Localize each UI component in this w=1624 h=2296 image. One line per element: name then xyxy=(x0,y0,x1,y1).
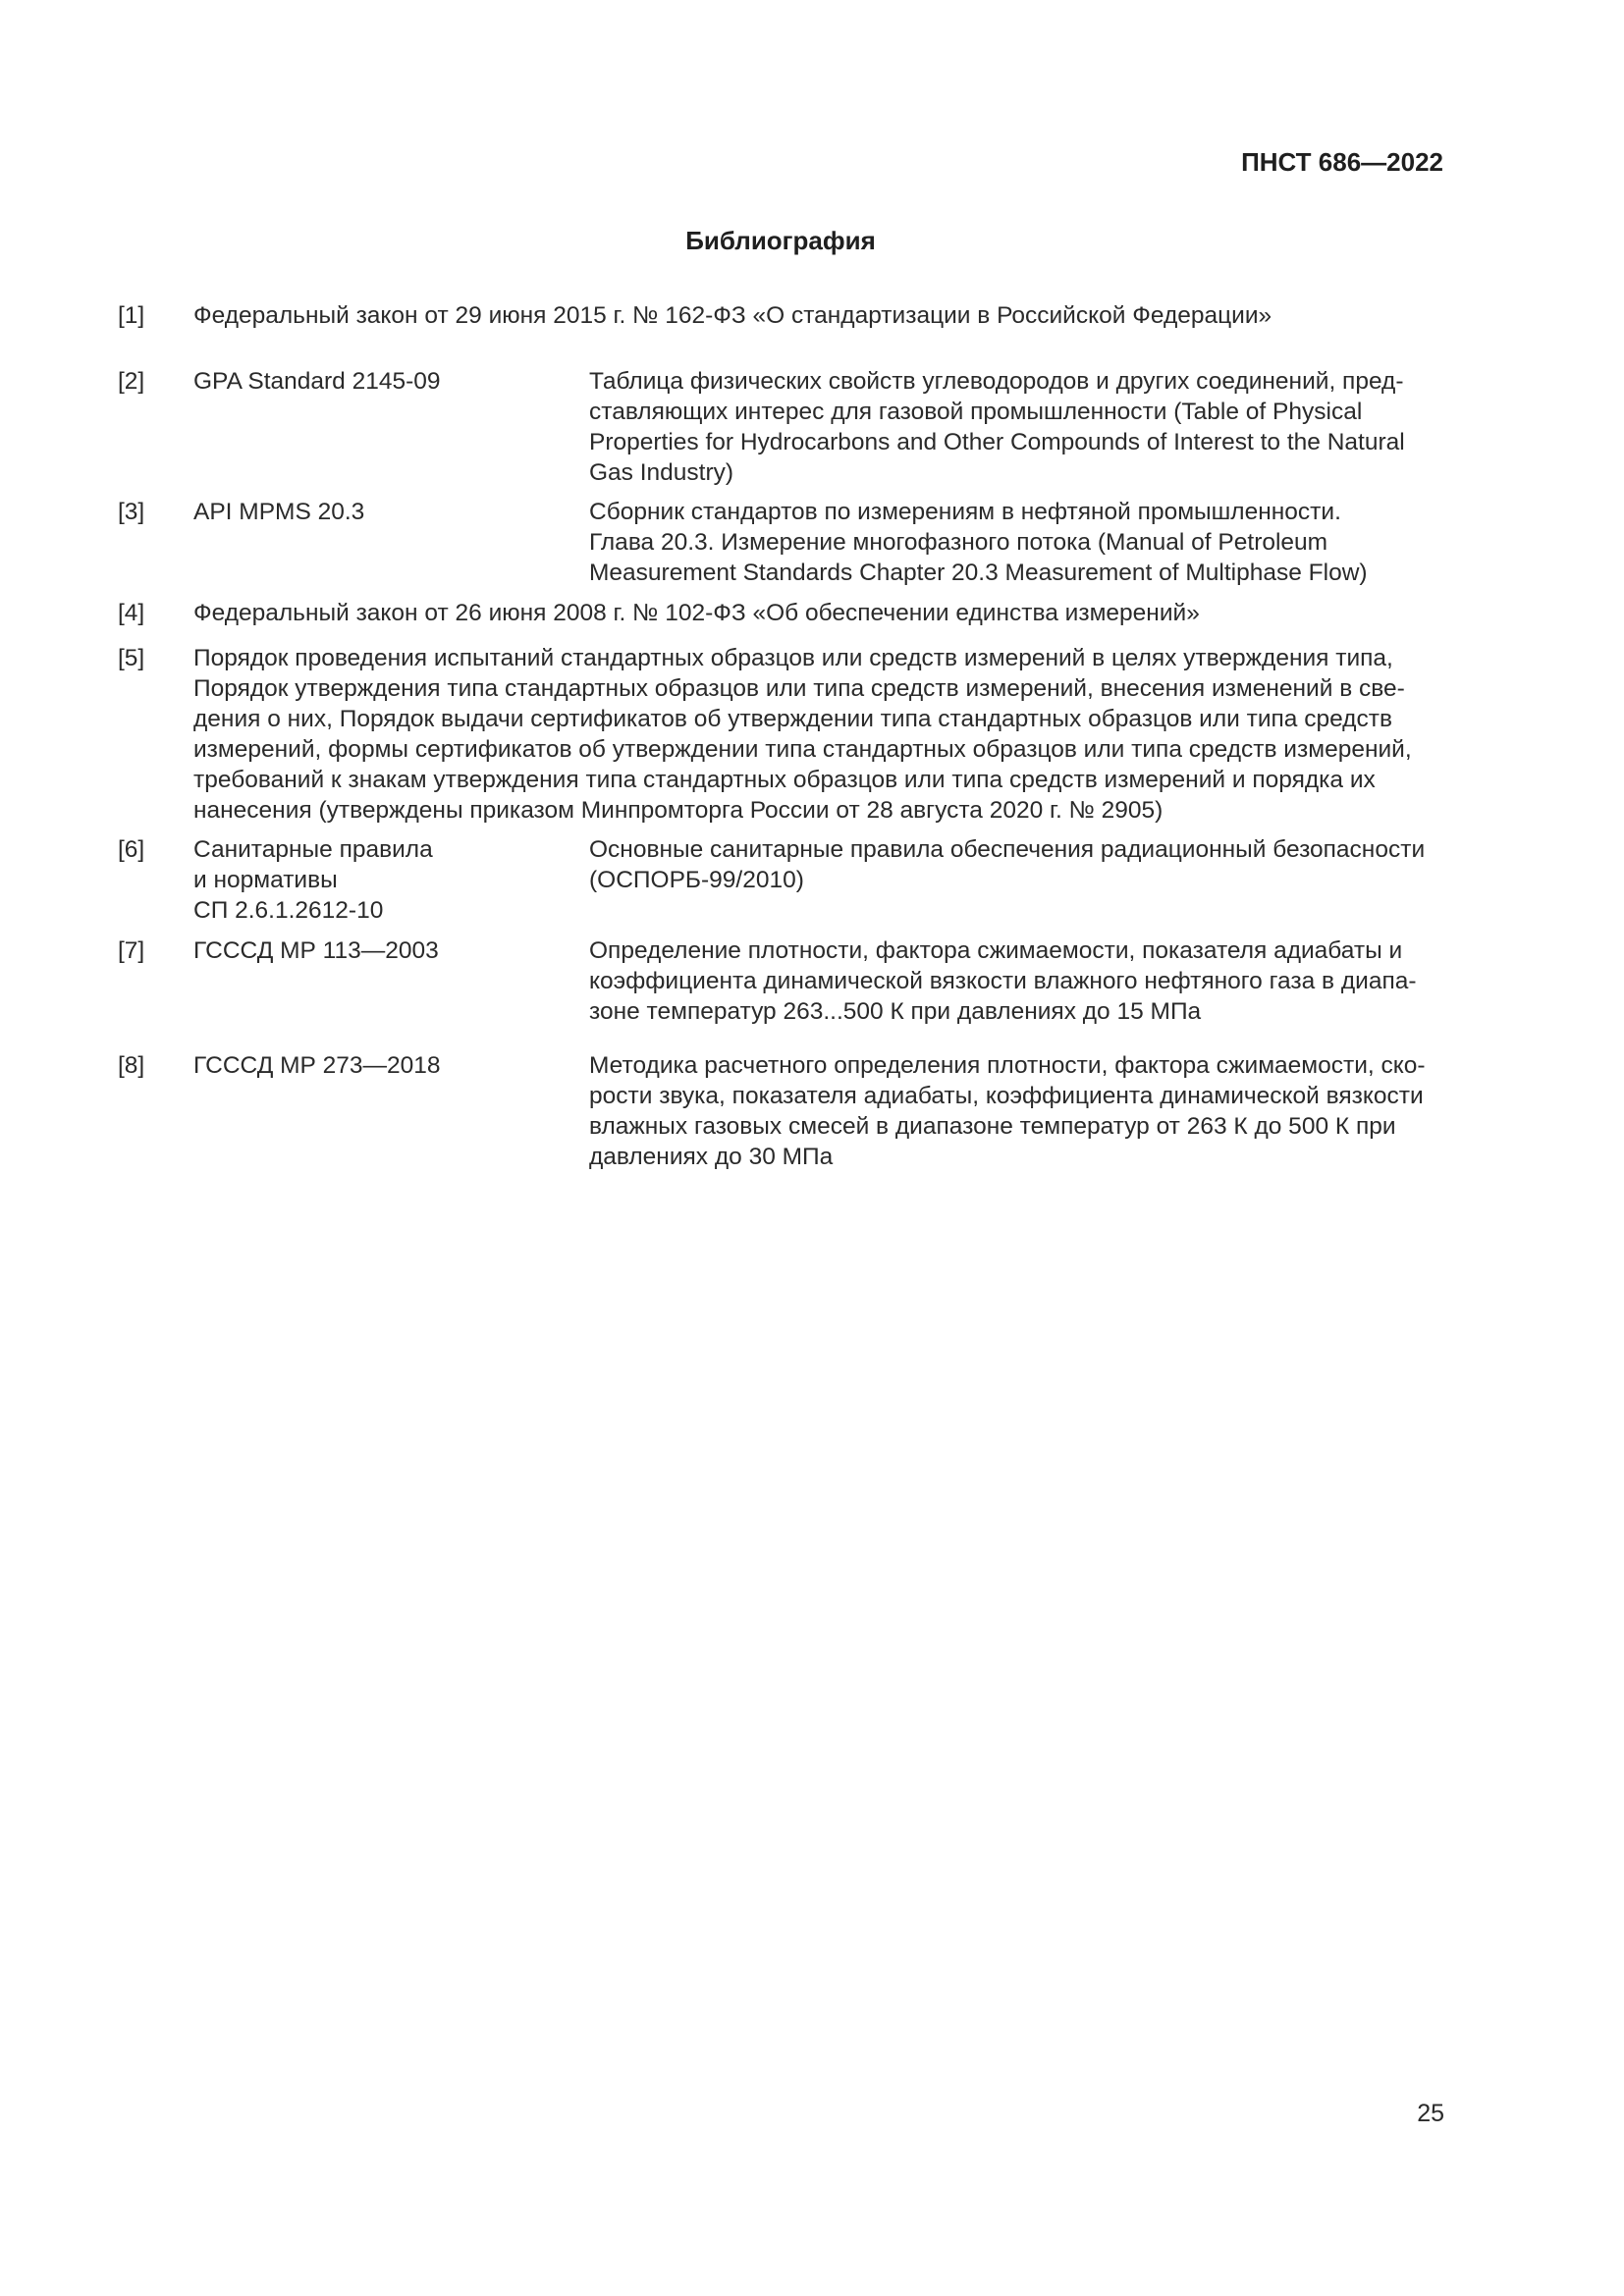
section-title: Библиография xyxy=(685,226,876,255)
entry-text: Федеральный закон от 26 июня 2008 г. № 102-ФЗ «Об обеспечении единства измерений» xyxy=(193,600,1200,626)
entry-number: [8] xyxy=(118,1052,145,1079)
text-line: ставляющих интерес для газовой промышленности (Table of Physical xyxy=(589,399,1363,425)
text-line: (ОСПОРБ-99/2010) xyxy=(589,867,804,893)
text-line: Санитарные правила xyxy=(193,836,433,863)
text-line: рости звука, показателя адиабаты, коэффициента динамической вязкости xyxy=(589,1083,1424,1109)
text-line: Properties for Hydrocarbons and Other Compounds of Interest to the Natural xyxy=(589,429,1405,455)
text-line: Основные санитарные правила обеспечения радиационный безопасности xyxy=(589,836,1426,863)
entry-number: [3] xyxy=(118,499,145,525)
entry-description xyxy=(589,1050,1445,1172)
text-line: Сборник стандартов по измерениям в нефтяной промышленности. xyxy=(589,499,1341,525)
text-line: Определение плотности, фактора сжимаемости, показателя адиабаты и xyxy=(589,937,1403,964)
entry-number: [1] xyxy=(118,302,145,329)
text-line: нанесения (утверждены приказом Минпромторга России от 28 августа 2020 г. № 2905) xyxy=(193,797,1164,824)
entry-number: [7] xyxy=(118,937,145,964)
text-line: Gas Industry) xyxy=(589,459,734,486)
text-line: влажных газовых смесей в диапазоне температур от 263 К до 500 К при xyxy=(589,1113,1396,1140)
entry-number: [4] xyxy=(118,600,145,626)
entry-code: ГСССД МР 113—2003 xyxy=(193,937,439,964)
entry-description xyxy=(589,497,1445,588)
entry-number: [6] xyxy=(118,836,145,863)
text-line: давлениях до 30 МПа xyxy=(589,1144,834,1170)
text-line: Порядок утверждения типа стандартных образцов или типа средств измерений, внесения изменений в све- xyxy=(193,675,1405,702)
document-code-header: ПНСТ 686—2022 xyxy=(1241,147,1443,177)
text-line: коэффициента динамической вязкости влажного нефтяного газа в диапа- xyxy=(589,968,1417,994)
text-line: Порядок проведения испытаний стандартных образцов или средств измерений в целях утверждения типа, xyxy=(193,645,1393,671)
entry-number: [5] xyxy=(118,645,145,671)
entry-description xyxy=(589,834,1445,895)
entry-description xyxy=(589,366,1445,488)
entry-code: ГСССД МР 273—2018 xyxy=(193,1052,441,1079)
text-line: Таблица физических свойств углеводородов и других соединений, пред- xyxy=(589,368,1404,395)
text-line: измерений, формы сертификатов об утверждении типа стандартных образцов или типа средств измерений, xyxy=(193,736,1412,763)
entry-code: GPA Standard 2145-09 xyxy=(193,368,441,395)
text-line: и нормативы xyxy=(193,867,338,893)
text-line: дения о них, Порядок выдачи сертификатов об утверждении типа стандартных образцов или типа средств xyxy=(193,706,1392,732)
text-line: СП 2.6.1.2612-10 xyxy=(193,897,384,924)
entry-description xyxy=(589,935,1445,1027)
text-line: зоне температур 263...500 К при давлениях до 15 МПа xyxy=(589,998,1202,1025)
entry-text xyxy=(193,643,1445,826)
text-line: Глава 20.3. Измерение многофазного потока (Manual of Petroleum xyxy=(589,529,1328,556)
text-line: требований к знакам утверждения типа стандартных образцов или типа средств измерений и порядка их xyxy=(193,767,1376,793)
entry-text: Федеральный закон от 29 июня 2015 г. № 162-ФЗ «О стандартизации в Российской Федерации» xyxy=(193,302,1272,329)
page-number: 25 xyxy=(1417,2100,1444,2127)
text-line: Методика расчетного определения плотности, фактора сжимаемости, ско- xyxy=(589,1052,1426,1079)
entry-code xyxy=(193,834,567,926)
entry-number: [2] xyxy=(118,368,145,395)
entry-code: API MPMS 20.3 xyxy=(193,499,365,525)
text-line: Measurement Standards Chapter 20.3 Measurement of Multiphase Flow) xyxy=(589,560,1368,586)
